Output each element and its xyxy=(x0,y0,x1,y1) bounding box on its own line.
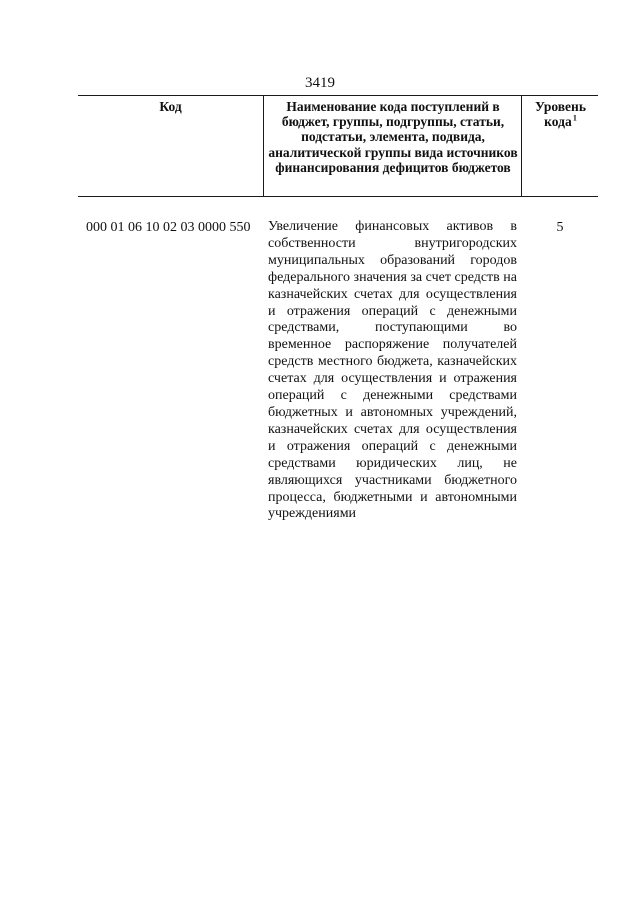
header-code: Код xyxy=(159,99,182,114)
header-level xyxy=(523,99,598,129)
table-header xyxy=(78,95,598,197)
page-number: 3419 xyxy=(305,75,335,91)
header-name: Наименование кода поступлений в бюджет, группы, подгруппы, статьи, подстатьи, элемента, подвида, аналитической группы вида источников финансирования дефицитов бюджетов xyxy=(268,99,518,175)
column-divider xyxy=(521,96,522,196)
header-level-footnote: 1 xyxy=(572,113,577,123)
row-name: Увеличение финансовых активов в собственности внутригородских муниципальных образований городов федерального значения за счет средств на казначейских счетах для осуществления и отражения операций с денежными средствами, поступающими во временное распоряжение получателей средств местного бюджета, казначейских счетах для осуществления и отражения операций с денежными средствами бюджетных и автономных учреждений, казначейских счетах для осуществления и отражения операций с денежными средствами юридических лиц, не являющихся участниками бюджетного процесса, бюджетными и автономными учреждениями xyxy=(268,219,517,522)
column-divider xyxy=(263,96,264,196)
header-level-label: Уровень кода xyxy=(535,99,586,130)
row-code: 000 01 06 10 02 03 0000 550 xyxy=(86,220,251,235)
row-level: 5 xyxy=(556,220,564,235)
